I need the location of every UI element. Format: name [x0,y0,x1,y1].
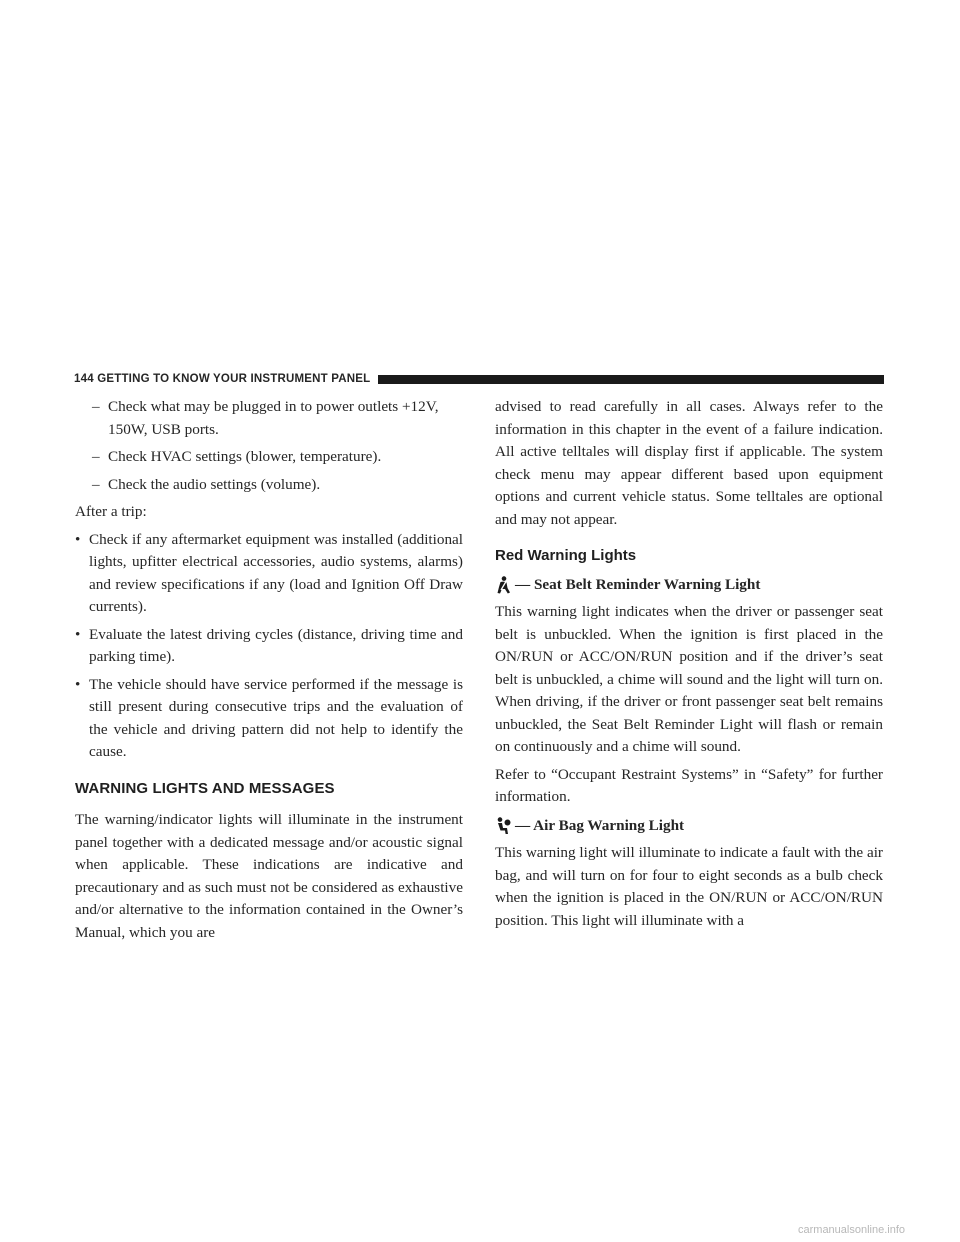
dash-item: – Check the audio settings (volume). [75,474,463,497]
dash-item: – Check HVAC settings (blower, temperature). [75,446,463,469]
bullet-dot: • [75,675,81,693]
seatbelt-title: — Seat Belt Reminder Warning Light [515,575,761,593]
section-title: GETTING TO KNOW YOUR INSTRUMENT PANEL [97,373,371,385]
watermark: carmanualsonline.info [798,1224,906,1236]
after-trip-label: After a trip: [75,503,147,520]
red-warning-heading: Red Warning Lights [495,547,637,564]
seatbelt-reference: Refer to “Occupant Restraint Systems” in “Safety” for further information. [495,765,883,805]
page-header-text [74,373,378,385]
airbag-heading [495,815,883,838]
intro-paragraph: The warning/indicator lights will illuminate in the instrument panel together with a dedicated message and/or acoustic signal when applicable. These indications are indicative and precautionary and as such must not be considered as exhaustive and/or alternative to the information contained in the Owner’s Manual, which you are [75,811,463,941]
bullet-item [75,674,463,764]
header-rule [378,375,884,384]
bullet-text: Evaluate the latest driving cycles (distance, driving time and parking time). [89,625,463,665]
page-header [74,370,884,388]
bullet-item [75,529,463,619]
right-column [495,396,883,932]
dash-item: – Check what may be plugged in to power outlets +12V, 150W, USB ports. [75,396,463,441]
seatbelt-icon [495,576,511,594]
seatbelt-heading [495,574,883,597]
seatbelt-paragraph: This warning light indicates when the driver or passenger seat belt is unbuckled. When the ignition is first placed in the ON/RUN or ACC/ON/RUN position and if the driver’s seat belt is unbuckled, a chime will sound and the light will turn on. When driving, if the driver or front passenger seat belt remains unbuckled, the Seat Belt Reminder Light will flash or remain on continuously and a chime will sound. [495,603,883,755]
airbag-paragraph: This warning light will illuminate to indicate a fault with the air bag, and will turn on for four to eight seconds as a bulb check when the ignition is placed in the ON/RUN or ACC/ON/RUN position. This light will illuminate with a [495,844,883,929]
page-number: 144 [74,373,94,385]
bullet-text: The vehicle should have service performed if the message is still present during consecutive trips and the evaluation of the vehicle and driving pattern did not help to identify the cause. [89,675,463,760]
section-heading: WARNING LIGHTS AND MESSAGES [75,779,335,797]
continuation-paragraph: advised to read carefully in all cases. Always refer to the information in this chapter in the event of a failure indication. All active telltales will display first if applicable. The system check menu may appear different based upon equipment options and current vehicle status. Some telltales are optional and may not appear. [495,398,883,528]
bullet-text: Check if any aftermarket equipment was installed (additional lights, upfitter electrical accessories, audio systems, alarms) and review specifications if any (load and Ignition Off Draw currents). [89,530,463,615]
bullet-dot: • [75,530,81,548]
airbag-icon [495,817,511,835]
bullet-item [75,624,463,669]
airbag-title: — Air Bag Warning Light [515,816,685,834]
left-column [75,396,463,944]
bullet-dot: • [75,625,81,643]
